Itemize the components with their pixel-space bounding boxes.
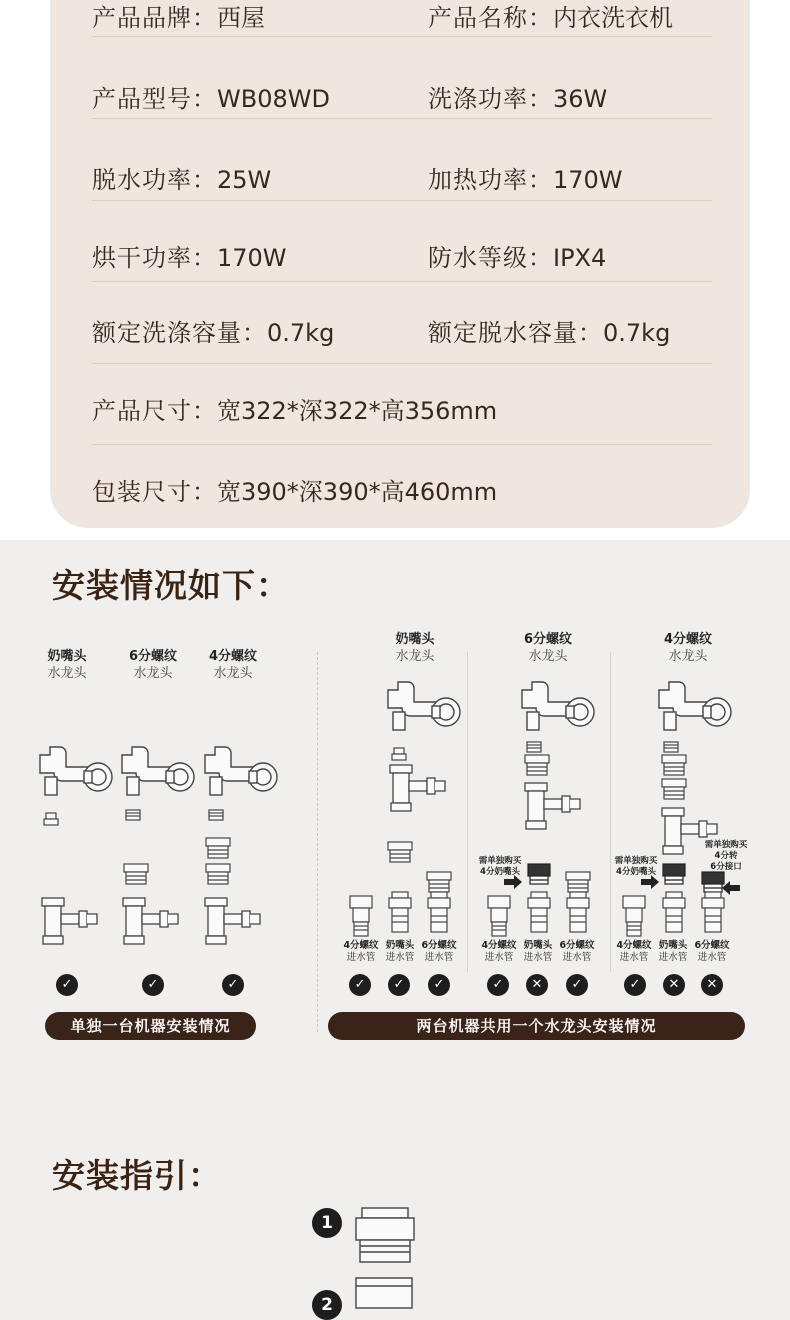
pipe-caption: 奶嘴头 进水管 [658,940,688,963]
check-mark-icon: ✓ [56,974,78,996]
check-mark-icon: ✓ [624,974,646,996]
pipe-caption: 6分螺纹 进水管 [694,940,730,963]
cross-mark-icon: ✕ [663,974,685,996]
pipe-caption: 奶嘴头 进水管 [385,940,415,963]
pipe-caption: 4分螺纹 进水管 [616,940,652,963]
check-mark-icon: ✓ [349,974,371,996]
fitting-illustration-2 [356,1278,412,1308]
check-mark-icon: ✓ [428,974,450,996]
single-col-title-nipple: 奶嘴头 水龙头 [47,649,87,681]
double-group-title-4-thread: 4分螺纹 水龙头 [663,632,713,664]
step-number-1: 1 [312,1208,342,1238]
pipe-caption: 4分螺纹 进水管 [343,940,379,963]
spec-row-model: 产品型号：WB08WD 洗涤功率：36W [92,85,608,113]
install-heading: 安装情况如下： [52,566,290,605]
guide-heading: 安装指引： [52,1156,222,1195]
purchase-note: 需单独购买 4分奶嘴头 [478,856,522,877]
step-number-2: 2 [312,1290,342,1320]
pipe-caption: 4分螺纹 进水管 [481,940,517,963]
check-mark-icon: ✓ [388,974,410,996]
double-install-caption: 两台机器共用一个水龙头安装情况 [328,1012,745,1040]
spec-row-product-size: 产品尺寸：宽322*深322*高356mm [92,397,498,425]
single-col-title-4-thread: 4分螺纹 水龙头 [208,649,258,681]
double-group-title-6-thread: 6分螺纹 水龙头 [523,632,573,664]
check-mark-icon: ✓ [142,974,164,996]
check-mark-icon: ✓ [222,974,244,996]
check-mark-icon: ✓ [487,974,509,996]
spec-row-dry-power: 烘干功率：170W 防水等级：IPX4 [92,244,607,272]
purchase-note: 需单独购买 4分转 6分接口 [704,840,748,872]
spec-row-capacity: 额定洗涤容量：0.7kg 额定脱水容量：0.7kg [92,319,671,347]
spec-row-package-size: 包装尺寸：宽390*深390*高460mm [92,478,498,506]
double-group-title-nipple: 奶嘴头 水龙头 [395,632,435,664]
purchase-note: 需单独购买 4分奶嘴头 [614,856,658,877]
pipe-caption: 6分螺纹 进水管 [421,940,457,963]
fitting-illustration-1 [356,1208,414,1262]
cross-mark-icon: ✕ [526,974,548,996]
spec-row-spin-power: 脱水功率：25W 加热功率：170W [92,166,623,194]
single-install-caption: 单独一台机器安装情况 [45,1012,256,1040]
spec-row-brand: 产品品牌：西屋 产品名称：内衣洗衣机 [92,4,673,32]
single-col-title-6-thread: 6分螺纹 水龙头 [128,649,178,681]
cross-mark-icon: ✕ [701,974,723,996]
check-mark-icon: ✓ [566,974,588,996]
pipe-caption: 6分螺纹 进水管 [559,940,595,963]
pipe-caption: 奶嘴头 进水管 [523,940,553,963]
